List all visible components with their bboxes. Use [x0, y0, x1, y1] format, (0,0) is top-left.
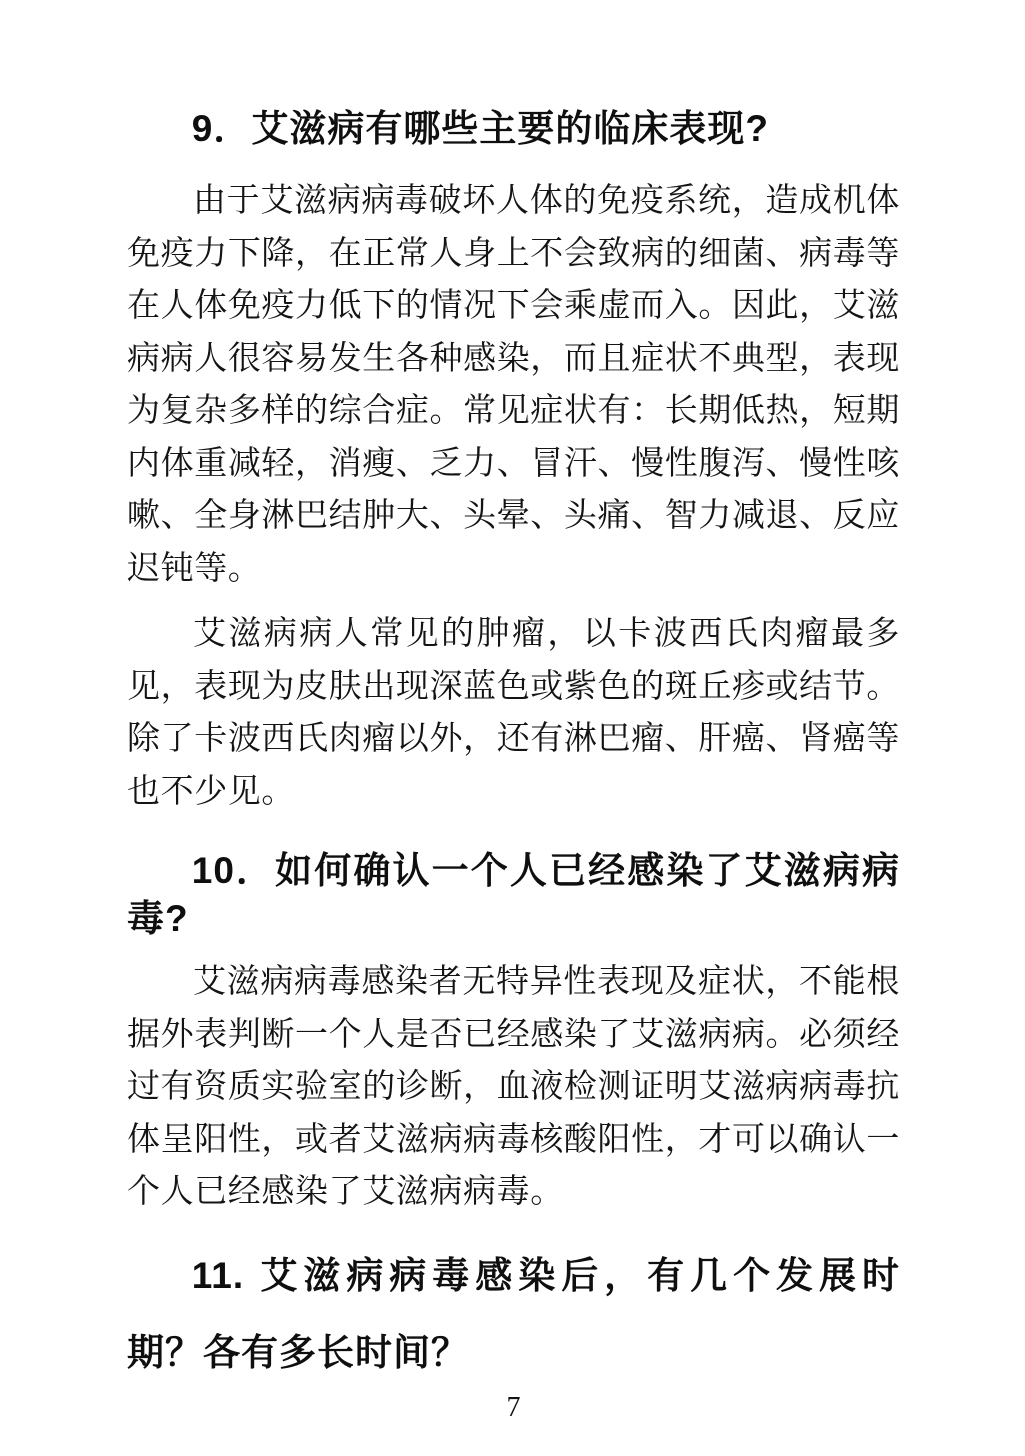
- question-10-paragraph-diagnosis: 艾滋病病毒感染者无特异性表现及症状，不能根据外表判断一个人是否已经感染了艾滋病病。必须经过有资质实验室的诊断，血液检测证明艾滋病病毒抗体呈阳性，或者艾滋病病毒核酸阳性，才可以确认一个人已经感染了艾滋病病毒。: [127, 964, 900, 1210]
- question-10-heading: 10．如何确认一个人已经感染了艾滋病病毒?: [127, 850, 900, 939]
- question-9-paragraph-symptoms: 由于艾滋病病毒破坏人体的免疫系统，造成机体免疫力下降，在正常人身上不会致病的细菌、病毒等在人体免疫力低下的情况下会乘虚而入。因此，艾滋病病人很容易发生各种感染，而且症状不典型，表现为复杂多样的综合症。常见症状有：长期低热，短期内体重减轻，消瘦、乏力、冒汗、慢性腹泻、慢性咳嗽、全身淋巴结肿大、头晕、头痛、智力减退、反应迟钝等。: [127, 183, 900, 587]
- question-9-paragraph-tumors: 艾滋病病人常见的肿瘤，以卡波西氏肉瘤最多见，表现为皮肤出现深蓝色或紫色的斑丘疹或结节。除了卡波西氏肉瘤以外，还有淋巴瘤、肝癌、肾癌等也不少见。: [127, 616, 900, 810]
- question-9-heading: 9．艾滋病有哪些主要的临床表现?: [191, 108, 769, 149]
- page-number: 7: [506, 1391, 521, 1423]
- question-11-heading: 11. 艾滋病病毒感染后，有几个发展时期？各有多长时间？: [127, 1254, 900, 1373]
